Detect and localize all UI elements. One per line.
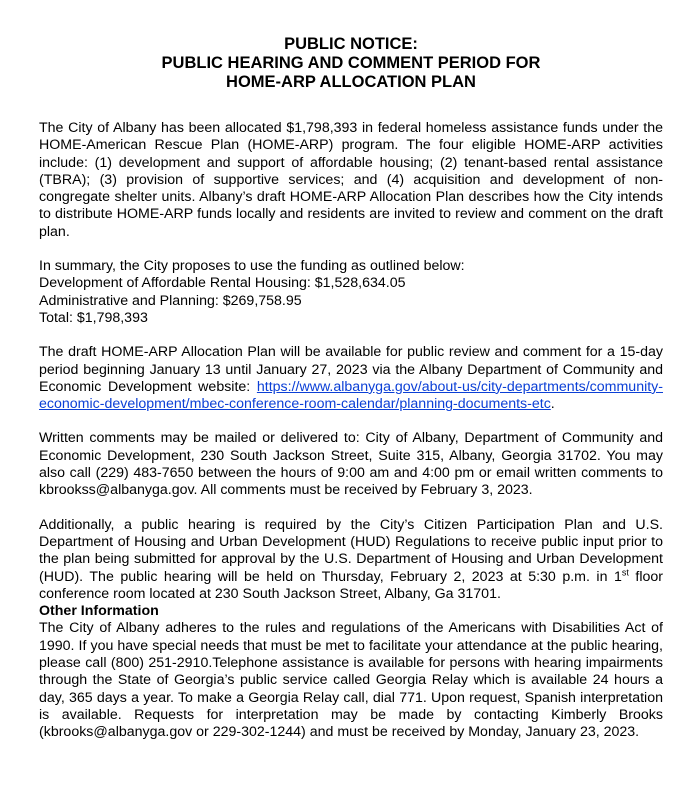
review-paragraph	[39, 344, 663, 413]
summary-intro: In summary, the City proposes to use the funding as outlined below:	[39, 258, 465, 275]
review-text: The draft HOME-ARP Allocation Plan will be available for public review and comment for a 15-day period beginning January 13 until January 27, 2023 via the Albany Department of Community and Economic Development website:	[39, 344, 663, 395]
hearing-paragraph	[39, 517, 663, 603]
title-line-2: PUBLIC HEARING AND COMMENT PERIOD FOR	[161, 54, 541, 72]
planning-documents-link[interactable]: https://www.albanyga.gov/about-us/city-departments/community-economic-development/mbec-conference-room-calendar/planning-documents-etc	[39, 378, 663, 413]
comments-paragraph: Written comments may be mailed or delivered to: City of Albany, Department of Community and Economic Development, 230 South Jackson Street, Suite 315, Albany, Georgia 31702. You may also call (229) 483-7650 between the hours of 9:00 am and 4:00 pm or email written comments to kbrookss@albanyga.gov. All comments must be received by February 3, 2023.	[39, 430, 663, 499]
summary-item-administrative: Administrative and Planning: $269,758.95	[39, 292, 302, 309]
review-end: .	[550, 396, 555, 413]
other-information-heading: Other Information	[39, 603, 159, 620]
hearing-text-end: floor conference room located at 230 South Jackson Street, Albany, Ga 31701.	[39, 568, 663, 602]
title-line-1: PUBLIC NOTICE:	[284, 35, 418, 53]
notice-title	[39, 35, 663, 92]
intro-paragraph: The City of Albany has been allocated $1,798,393 in federal homeless assistance funds under the HOME-American Rescue Plan (HOME-ARP) program. The four eligible HOME-ARP activities include: (1) development and support of affordable housing; (2) tenant-based rental assistance (TBRA); (3) provision of supportive services; and (4) acquisition and development of non-congregate shelter units. Albany’s draft HOME-ARP Allocation Plan describes how the City intends to distribute HOME-ARP funds locally and residents are invited to review and comment on the draft plan.	[39, 120, 663, 240]
funding-summary	[39, 258, 663, 327]
summary-item-rental-housing: Development of Affordable Rental Housing: $1,528,634.05	[39, 275, 406, 292]
ordinal-suffix: st	[621, 566, 629, 577]
other-information-paragraph: The City of Albany adheres to the rules and regulations of the Americans with Disabilities Act of 1990. If you have special needs that must be met to facilitate your attendance at the public hearing, please call (800) 251-2910.Telephone assistance is available for persons with hearing impairments through the State of Georgia’s public service called Georgia Relay which is available 24 hours a day, 365 days a year. To make a Georgia Relay call, dial 771. Upon request, Spanish interpretation is available. Requests for interpretation may be made by contacting Kimberly Brooks (kbrooks@albanyga.gov or 229-302-1244) and must be received by Monday, January 23, 2023.	[39, 620, 663, 741]
hearing-text: Additionally, a public hearing is required by the City’s Citizen Participation Plan and U.S. Department of Housing and Urban Development (HUD) Regulations to receive public input prior to the plan being submitted for approval by the U.S. Department of Housing and Urban Development (HUD). The public hearing will be held on Thursday, February 2, 2023 at 5:30 p.m. in 1	[39, 516, 663, 585]
public-notice-document	[39, 35, 663, 742]
summary-item-total: Total: $1,798,393	[39, 309, 148, 326]
title-line-3: HOME-ARP ALLOCATION PLAN	[226, 73, 476, 91]
